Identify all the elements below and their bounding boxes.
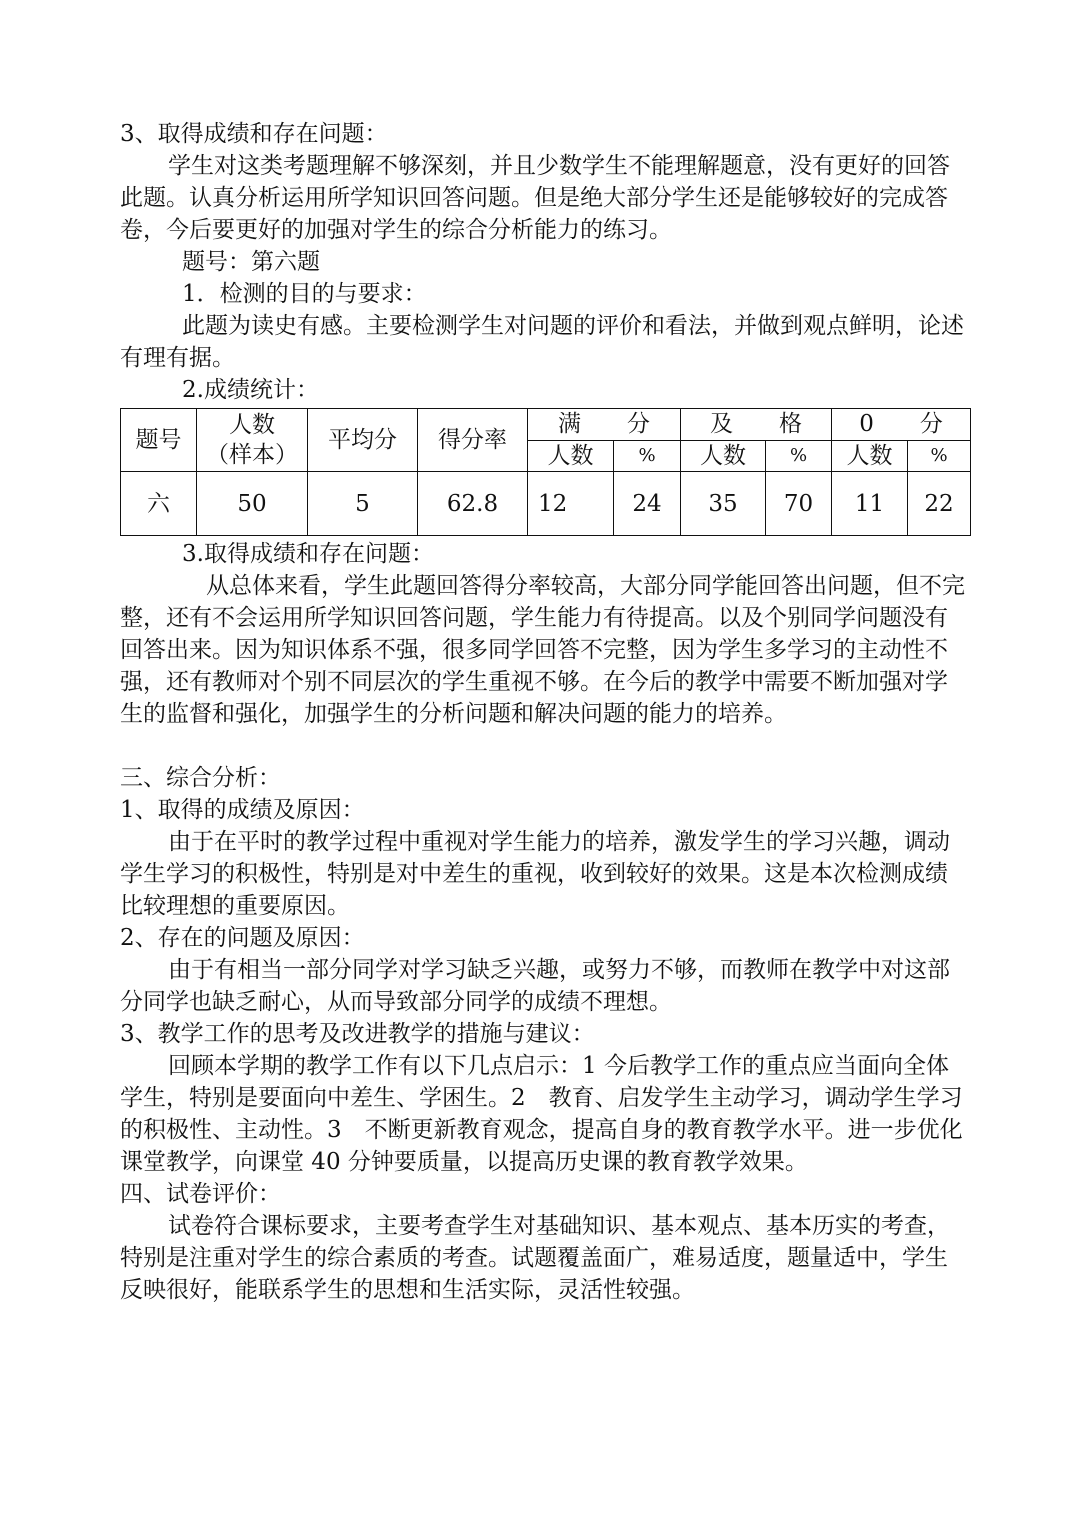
document-page <box>120 118 965 1306</box>
cell-pass-pct: 70 <box>766 472 832 536</box>
cell-zero-pct: 22 <box>908 472 971 536</box>
question-six-goal-title: 1．检测的目的与要求： <box>182 281 427 307</box>
cell-question-no: 六 <box>121 472 197 536</box>
question-six-stats-title: 2.成绩统计： <box>182 377 319 403</box>
subheader-zero-pct: % <box>908 440 971 472</box>
header-average: 平均分 <box>308 409 418 472</box>
header-count-line2: （样本） <box>206 442 298 468</box>
paragraph-results: 学生对这类考题理解不够深刻，并且少数学生不能理解题意，没有更好的回答此题。认真分析运用所学知识回答问题。但是绝大部分学生还是能够较好的完成答卷，今后要更好的加强对学生的综合分析能力的练习。 <box>120 153 950 243</box>
question-six-goal-body: 此题为读史有感。主要检测学生对问题的评价和看法，并做到观点鲜明，论述有理有据。 <box>120 313 964 371</box>
subheader-pass-count: 人数 <box>681 440 766 472</box>
question-six-result-title: 3.取得成绩和存在问题： <box>182 541 434 567</box>
subheader-pass-pct: % <box>766 440 832 472</box>
cell-count: 50 <box>197 472 308 536</box>
part-three-title: 三、综合分析： <box>120 765 281 791</box>
part-three-item1-title: 1、取得的成绩及原因： <box>120 797 365 823</box>
header-score-rate: 得分率 <box>418 409 528 472</box>
score-statistics-table <box>120 408 971 536</box>
part-three-item1-body: 由于在平时的教学过程中重视对学生能力的培养，激发学生的学习兴趣，调动学生学习的积极性，特别是对中差生的重视，收到较好的效果。这是本次检测成绩比较理想的重要原因。 <box>120 829 950 919</box>
question-six-result-body: 从总体来看，学生此题回答得分率较高，大部分同学能回答出问题，但不完整，还有不会运用所学知识回答问题，学生能力有待提高。以及个别同学问题没有回答出来。因为知识体系不强，很多同学回答不完整，因为学生多学习的主动性不强，还有教师对个别不同层次的学生重视不够。在今后的教学中需要不断加强对学生的监督和强化，加强学生的分析问题和解决问题的能力的培养。 <box>120 573 965 727</box>
cell-pass-count: 35 <box>681 472 766 536</box>
subheader-zero-count: 人数 <box>832 440 908 472</box>
part-three-item2-body: 由于有相当一部分同学对学习缺乏兴趣，或努力不够，而教师在教学中对这部分同学也缺乏耐心，从而导致部分同学的成绩不理想。 <box>120 957 950 1015</box>
part-four-body: 试卷符合课标要求，主要考查学生对基础知识、基本观点、基本历实的考查，特别是注重对学生的综合素质的考查。试题覆盖面广，难易适度，题量适中，学生反映很好，能联系学生的思想和生活实际，灵活性较强。 <box>120 1213 950 1303</box>
part-three-item3-body: 回顾本学期的教学工作有以下几点启示：1 今后教学工作的重点应当面向全体学生，特别是要面向中差生、学困生。2 教育、启发学生主动学习，调动学生学习的积极性、主动性。3 不断更新教育观念，提高自身的教育教学水平。进一步优化课堂教学，向课堂 40 分钟要质量，以提高历史课的教育教学效果。 <box>120 1053 963 1175</box>
section-title-results: 3、取得成绩和存在问题： <box>120 121 388 147</box>
subheader-full-count: 人数 <box>528 440 614 472</box>
question-six-title: 题号：第六题 <box>182 249 320 275</box>
part-three-item2-title: 2、存在的问题及原因： <box>120 925 365 951</box>
header-pass: 及 格 <box>681 409 832 441</box>
cell-rate: 62.8 <box>418 472 528 536</box>
header-question-no: 题号 <box>121 409 197 472</box>
header-sample-count <box>197 409 308 472</box>
part-three-item3-title: 3、教学工作的思考及改进教学的措施与建议： <box>120 1021 595 1047</box>
blank-line <box>120 730 965 762</box>
header-count-line1: 人数 <box>229 412 275 438</box>
table-row <box>121 472 971 536</box>
subheader-full-pct: % <box>614 440 681 472</box>
part-four-title: 四、试卷评价： <box>120 1181 281 1207</box>
cell-average: 5 <box>308 472 418 536</box>
cell-full-pct: 24 <box>614 472 681 536</box>
cell-zero-count: 11 <box>832 472 908 536</box>
header-zero-score: 0 分 <box>832 409 971 441</box>
cell-full-count: 12 <box>528 472 614 536</box>
header-full-score: 满 分 <box>528 409 681 441</box>
